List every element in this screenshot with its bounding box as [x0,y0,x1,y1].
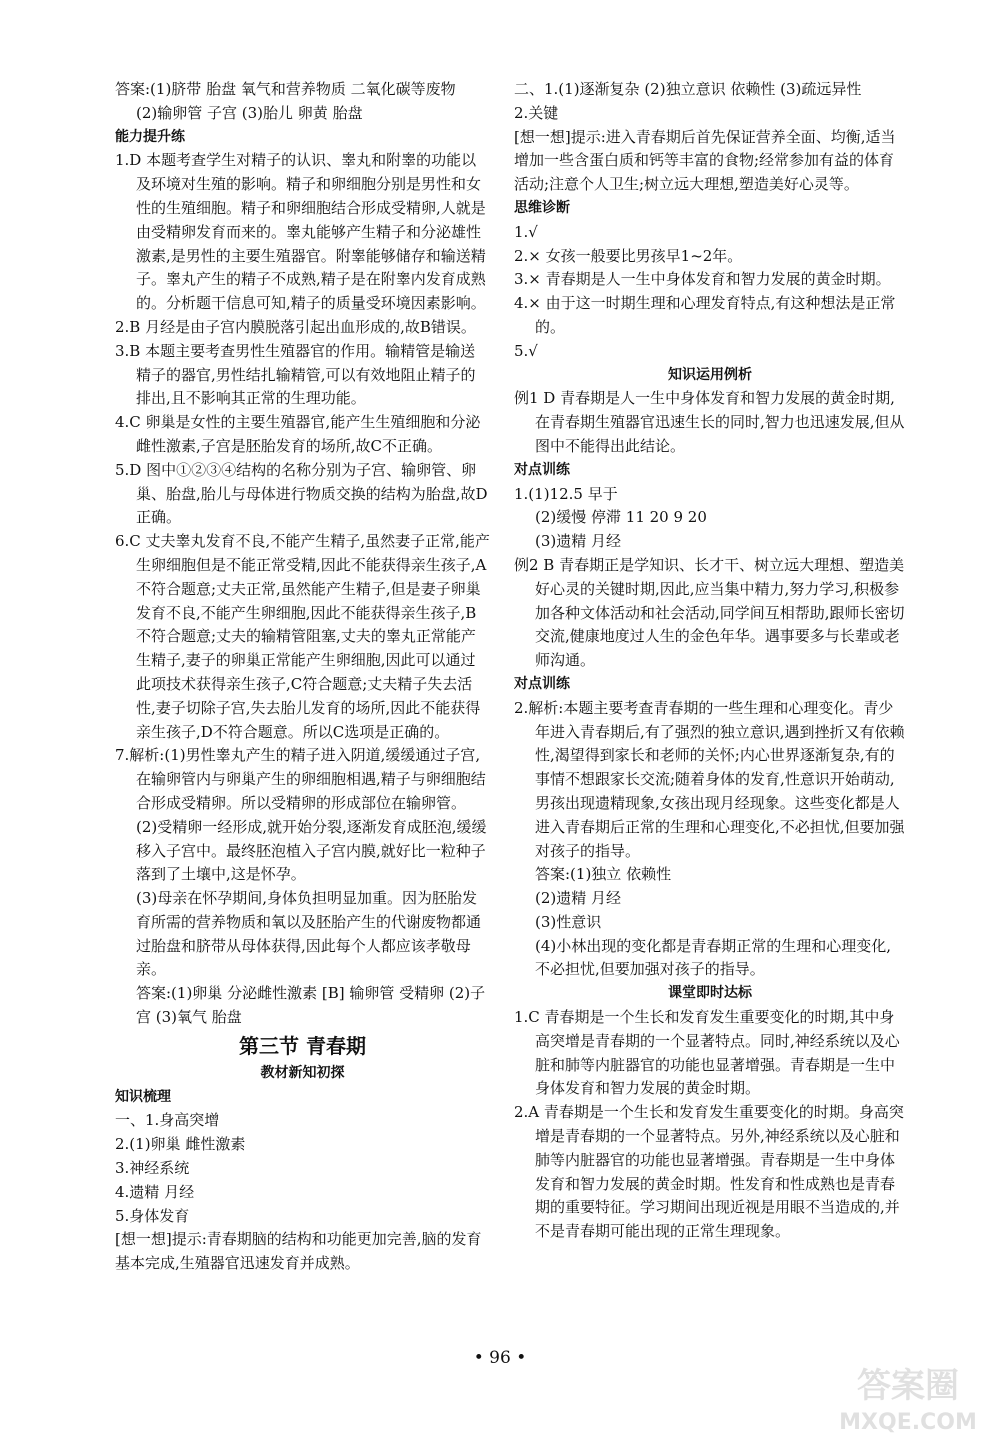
watermark-line1: 答案圈 [857,1366,959,1406]
left-line: 3.神经系统 [115,1159,190,1178]
left-line: 2.(1)卵巢 雌性激素 [115,1135,246,1154]
right-line: (3)遗精 月经 [535,532,622,551]
left-line: (2)输卵管 子宫 (3)胎儿 卵黄 胎盘 [136,103,363,122]
left-line: (3)母亲在怀孕期间,身体负担明显加重。因为胚胎发育所需的营养物质和氧以及胚胎产生的代谢废物都通过胎盘和脐带从母体获得,因此每个人都应该孝敬母亲。 [136,889,482,979]
watermark-logo [831,1357,986,1439]
left-line: 一、1.身高突增 [115,1111,220,1130]
left-column [115,78,490,1276]
left-line: 第三节 青春期 [239,1033,366,1058]
left-line: 答案:(1)脐带 胎盘 氧气和营养物质 二氧化碳等废物 [115,80,456,98]
right-line: 2.× 女孩一般要比男孩早1~2年。 [514,246,743,265]
right-line: (2)缓慢 停滞 11 20 9 20 [535,508,707,527]
right-line: 对点训练 [514,461,570,478]
left-line: 5.D 图中①②③④结构的名称分别为子宫、输卵管、卵巢、胎盘,胎儿与母体进行物质交换的结构为胎盘,故D正确。 [115,460,488,527]
left-line: [想一想]提示:青春期脑的结构和功能更加完善,脑的发育基本完成,生殖器官迅速发育并成熟。 [115,1230,482,1273]
left-line: 2.B 月经是由子宫内膜脱落引起出血形成的,故B错误。 [115,317,476,336]
left-line: 知识梳理 [115,1088,171,1105]
right-line: 二、1.(1)逐渐复杂 (2)独立意识 依赖性 (3)疏远异性 [514,80,862,98]
right-line: 4.× 由于这一时期生理和心理发育特点,有这种想法是正常的。 [514,294,896,336]
right-line: 3.× 青春期是人一生中身体发育和智力发展的黄金时期。 [514,270,891,289]
right-line: [想一想]提示:进入青春期后首先保证营养全面、均衡,适当增加一些含蛋白质和钙等丰富的食物;经常参加有益的体育活动;注意个人卫生;树立远大理想,塑造美好心灵等。 [514,127,896,194]
left-line: 答案:(1)卵巢 分泌雌性激素 [B] 输卵管 受精卵 (2)子宫 (3)氧气 胎盘 [136,984,486,1027]
right-line: 2.关键 [514,103,559,122]
right-line: 2.A 青春期是一个生长和发育发生重要变化的时期。身高突增是青春期的一个显著特点。另外,神经系统以及心脏和肺等内脏器官的功能也显著增强。青春期是一生中身体发育和智力发展的黄金时期。性发育和性成熟也是青春期的重要特征。学习期间出现近视是用眼不当造成的,并不是青春期可能出现的正常生理现象。 [514,1103,904,1241]
right-line: (2)遗精 月经 [535,889,622,908]
right-line: 5.√ [514,341,538,360]
left-line: 教材新知初探 [260,1064,345,1081]
right-line: 1.C 青春期是一个生长和发育发生重要变化的时期,其中身高突增是青春期的一个显著特点。同时,神经系统以及心脏和肺等内脏器官的功能也显著增强。青春期是一生中身体发育和智力发展的黄金时期。 [514,1008,900,1098]
left-line: (2)受精卵一经形成,就开始分裂,逐渐发育成胚泡,缓缓移入子宫中。最终胚泡植入子宫内膜,就好比一粒种子落到了土壤中,这是怀孕。 [136,817,487,884]
right-line: (3)性意识 [535,912,602,931]
left-line: 4.遗精 月经 [115,1182,195,1201]
watermark-line2: MXQE.COM [839,1410,977,1435]
left-line: 3.B 本题主要考查男性生殖器官的作用。输精管是输送精子的器官,男性结扎输精管,可以有效地阻止精子的排出,且不影响其正常的生理功能。 [115,341,476,408]
left-line: 能力提升练 [115,128,185,145]
right-column [514,78,906,1244]
right-line: 1.(1)12.5 早于 [514,484,618,503]
left-line: 1.D 本题考查学生对精子的认识、睾丸和附睾的功能以及环境对生殖的影响。精子和卵细胞分别是男性和女性的生殖细胞。精子和卵细胞结合形成受精卵,人就是由受精卵发育而来的。睾丸能够产生精子和分泌雄性激素,是男性的主要生殖器官。附睾能够储存和输送精子。睾丸产生的精子不成熟,精子是在附睾内发育成熟的。分析题干信息可知,精子的质量受环境因素影响。 [115,151,486,313]
left-line: 5.身体发育 [115,1206,190,1225]
right-line: 知识运用例析 [668,366,752,383]
right-line: 课堂即时达标 [668,985,752,1002]
left-line: 7.解析:(1)男性睾丸产生的精子进入阴道,缓缓通过子宫,在输卵管内与卵巢产生的卵细胞相遇,精子与卵细胞结合形成受精卵。所以受精卵的形成部位在输卵管。 [115,746,486,812]
right-line: 2.解析:本题主要考查青春期的一些生理和心理变化。青少年进入青春期后,有了强烈的独立意识,遇到挫折又有依赖性,渴望得到家长和老师的关怀;内心世界逐渐复杂,有的事情不想跟家长交流;随着身体的发育,性意识开始萌动,男孩出现遗精现象,女孩出现月经现象。这些变化都是人进入青春期后正常的生理和心理变化,不必担忧,但要加强对孩子的指导。 [514,698,905,860]
page-number: • 96 • [473,1348,527,1368]
left-line: 6.C 丈夫睾丸发育不良,不能产生精子,虽然妻子正常,能产生卵细胞但是不能正常受精,因此不能获得亲生孩子,A不符合题意;丈夫正常,虽然能产生精子,但是妻子卵巢发育不良,不能产生卵细胞,因此不能获得亲生孩子,B不符合题意;丈夫的输精管阻塞,丈夫的睾丸正常能产生精子,妻子的卵巢正常能产生卵细胞,因此可以通过此项技术获得亲生孩子,C符合题意;丈夫精子失去活性,妻子切除子宫,失去胎儿发育的场所,因此不能获得亲生孩子,D不符合题意。所以C选项是正确的。 [115,532,490,741]
right-line: 例1 D 青春期是人一生中身体发育和智力发展的黄金时期,在青春期生殖器官迅速生长的同时,智力也迅速发展,但从图中不能得出此结论。 [514,389,905,455]
left-line: 4.C 卵巢是女性的主要生殖器官,能产生生殖细胞和分泌雌性激素,子宫是胚胎发育的场所,故C不正确。 [115,413,481,455]
right-line: 1.√ [514,222,538,241]
right-line: (4)小林出现的变化都是青春期正常的生理和心理变化,不必担忧,但要加强对孩子的指导。 [535,936,892,979]
right-line: 例2 B 青春期正是学知识、长才干、树立远大理想、塑造美好心灵的关键时期,因此,应当集中精力,努力学习,积极参加各种文体活动和社会活动,同学间互相帮助,跟师长密切交流,健康地度过人生的金色年华。遇事要多与长辈或老师沟通。 [514,555,905,670]
right-line: 思维诊断 [514,199,570,216]
right-line: 答案:(1)独立 依赖性 [535,865,672,884]
right-line: 对点训练 [514,675,570,692]
